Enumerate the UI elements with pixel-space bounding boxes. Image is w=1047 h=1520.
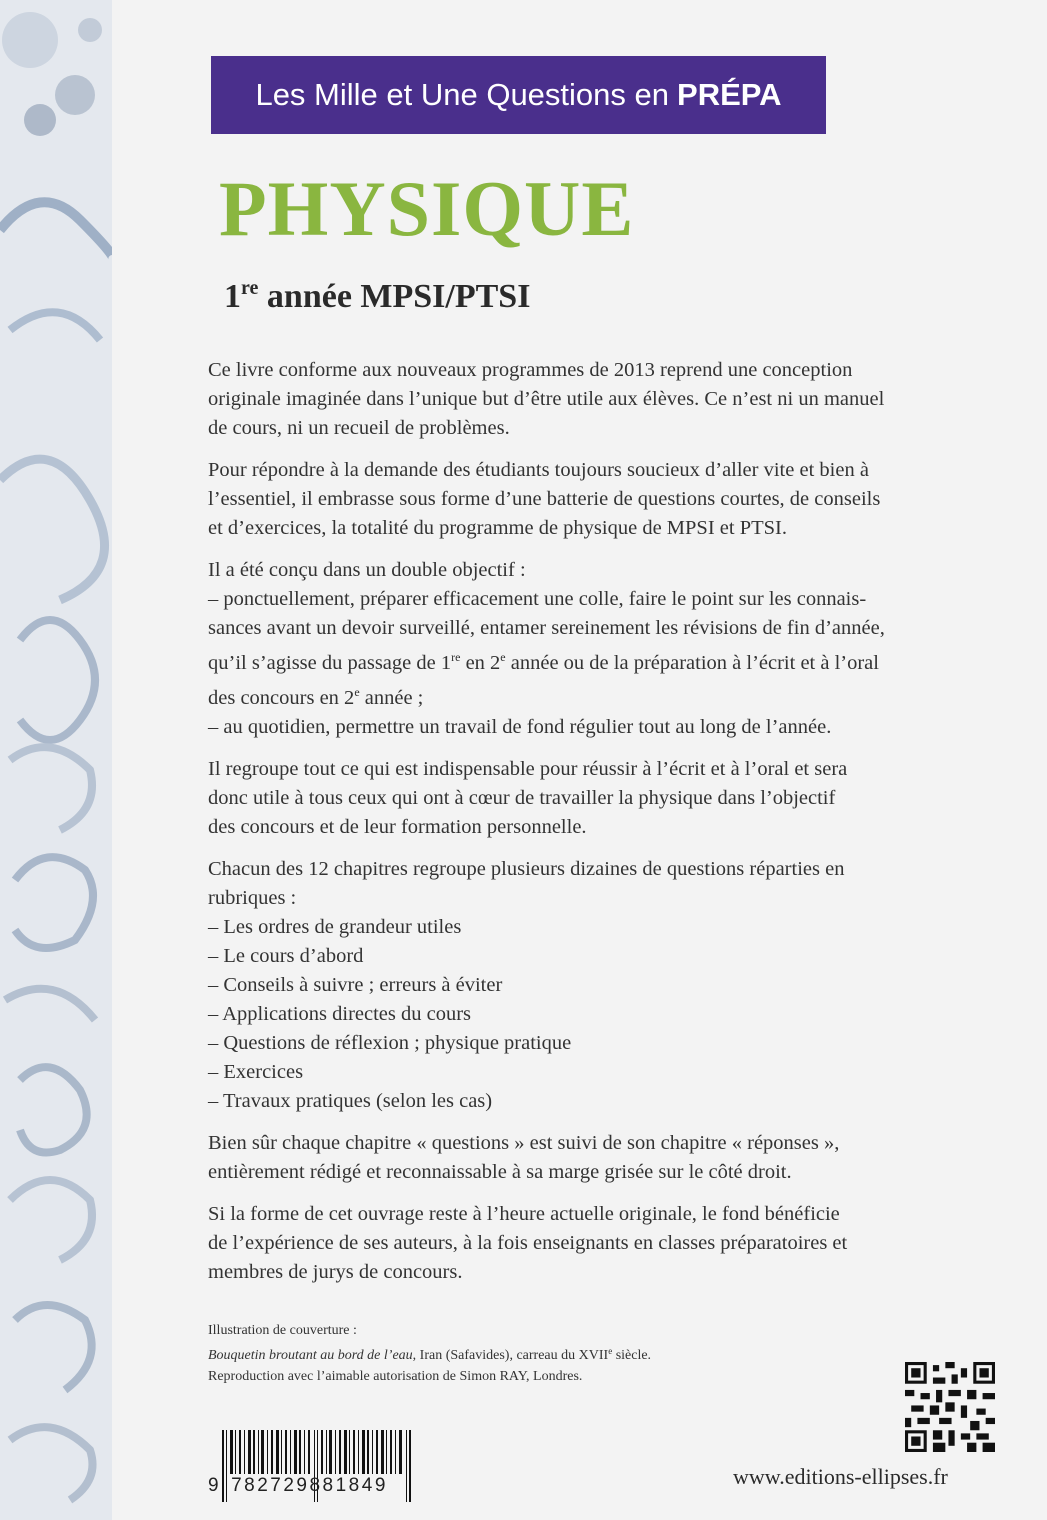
paragraph-3 <box>208 556 958 742</box>
text-line: – ponctuellement, préparer efficacement une colle, faire le point sur les connais- <box>208 588 867 610</box>
subtitle-rest: année MPSI/PTSI <box>258 278 531 315</box>
artwork-title: Bouquetin broutant au bord de l’eau <box>208 1348 413 1363</box>
book-title: PHYSIQUE <box>219 165 635 252</box>
text-line: Chacun des 12 chapitres regroupe plusieurs dizaines de questions réparties en <box>208 858 845 880</box>
text-fragment: siècle. <box>612 1348 652 1363</box>
text-line <box>208 643 958 678</box>
list-item: – Travaux pratiques (selon les cas) <box>208 1090 493 1112</box>
text-line: rubriques : <box>208 887 297 909</box>
text-fragment: année ou de la préparation à l’écrit et à l’oral <box>505 652 879 674</box>
description-text <box>208 356 958 1300</box>
series-prefix: Les Mille et Une Questions en <box>255 77 670 112</box>
isbn-digits <box>208 1475 426 1497</box>
subtitle-superscript: re <box>241 277 259 299</box>
series-banner <box>211 56 826 134</box>
text-line: et d’exercices, la totalité du programme de physique de MPSI et PTSI. <box>208 517 787 539</box>
text-line: Si la forme de cet ouvrage reste à l’heure actuelle originale, le fond bénéficie <box>208 1203 840 1225</box>
isbn-first-digit: 9 <box>208 1475 222 1496</box>
text-line: – au quotidien, permettre un travail de fond régulier tout au long de l’année. <box>208 716 832 738</box>
isbn-remaining-digits: 782729881849 <box>231 1475 388 1496</box>
text-line: de l’expérience de ses auteurs, à la fois enseignants en classes préparatoires et <box>208 1232 848 1254</box>
text-line: Il a été conçu dans un double objectif : <box>208 559 526 581</box>
cover-illustration-strip <box>0 0 112 1520</box>
list-item: – Exercices <box>208 1061 304 1083</box>
text-line: entièrement rédigé et reconnaissable à sa marge grisée sur le côté droit. <box>208 1161 792 1183</box>
text-line: sances avant un devoir surveillé, entamer sereinement les révisions de fin d’année, <box>208 617 885 639</box>
text-line <box>208 678 958 713</box>
text-fragment: en 2 <box>460 652 501 674</box>
text-line: l’essentiel, il embrasse sous forme d’une batterie de questions courtes, de conseils <box>208 488 881 510</box>
text-fragment: des concours en 2 <box>208 687 355 709</box>
paragraph-1 <box>208 356 958 443</box>
paragraph-7 <box>208 1200 958 1287</box>
text-line: originale imaginée dans l’unique but d’être utile aux élèves. Ce n’est ni un manuel <box>208 388 885 410</box>
superscript: e <box>500 650 506 664</box>
superscript: e <box>608 1346 613 1356</box>
barcode-icon <box>208 1430 426 1510</box>
credits-line <box>208 1341 808 1366</box>
paragraph-4 <box>208 755 958 842</box>
text-line: de cours, ni un recueil de problèmes. <box>208 417 510 439</box>
superscript: re <box>451 650 461 664</box>
decorative-pattern <box>0 0 112 1520</box>
paragraph-6 <box>208 1129 958 1187</box>
paragraph-5 <box>208 855 958 1116</box>
list-item: – Conseils à suivre ; erreurs à éviter <box>208 974 503 996</box>
list-item: – Questions de réflexion ; physique pratique <box>208 1032 572 1054</box>
qr-code-icon <box>905 1362 995 1452</box>
book-subtitle <box>224 278 530 314</box>
paragraph-2 <box>208 456 958 543</box>
text-line: membres de jurys de concours. <box>208 1261 463 1283</box>
superscript: e <box>354 685 360 699</box>
list-item: – Applications directes du cours <box>208 1003 472 1025</box>
list-item: – Le cours d’abord <box>208 945 364 967</box>
credits-line: Illustration de couverture : <box>208 1323 357 1338</box>
publisher-website: www.editions-ellipses.fr <box>733 1464 948 1489</box>
text-line: Bien sûr chaque chapitre « questions » est suivi de son chapitre « réponses », <box>208 1132 840 1154</box>
text-line: Ce livre conforme aux nouveaux programmes de 2013 reprend une conception <box>208 359 853 381</box>
text-fragment: , Iran (Safavides), carreau du XVII <box>412 1348 609 1363</box>
credits-line: Reproduction avec l’aimable autorisation de Simon RAY, Londres. <box>208 1369 583 1384</box>
subtitle-number: 1 <box>224 278 241 315</box>
text-line: Pour répondre à la demande des étudiants toujours soucieux d’aller vite et bien à <box>208 459 869 481</box>
list-item: – Les ordres de grandeur utiles <box>208 916 462 938</box>
text-line: Il regroupe tout ce qui est indispensable pour réussir à l’écrit et à l’oral et sera <box>208 758 848 780</box>
series-bold: PRÉPA <box>677 77 782 112</box>
text-fragment: année ; <box>359 687 424 709</box>
text-fragment: qu’il s’agisse du passage de 1 <box>208 652 452 674</box>
text-line: donc utile à tous ceux qui ont à cœur de travailler la physique dans l’objectif <box>208 787 836 809</box>
text-line: des concours et de leur formation personnelle. <box>208 816 587 838</box>
illustration-credits <box>208 1320 808 1387</box>
